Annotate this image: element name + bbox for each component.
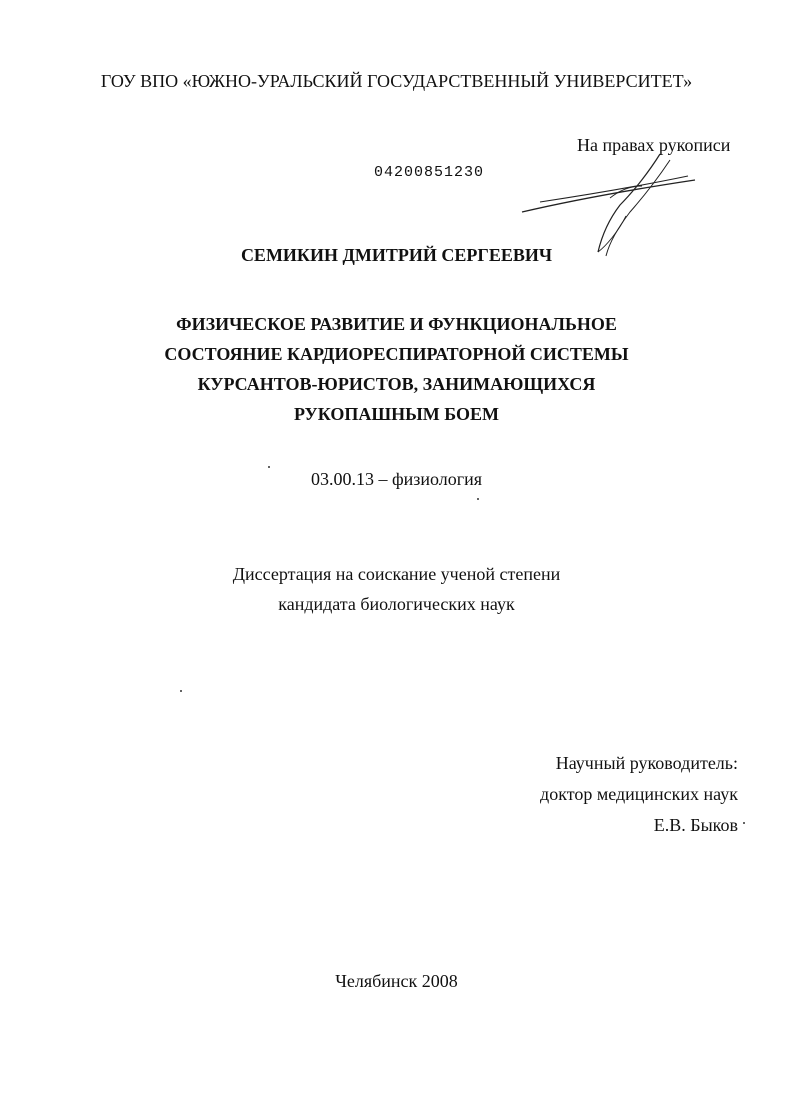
- specialty-code: 03.00.13 – физиология: [310, 469, 483, 489]
- title-line-4: РУКОПАШНЫМ БОЕМ: [293, 404, 500, 424]
- scan-speck: [743, 822, 745, 824]
- scan-speck: [268, 466, 270, 468]
- author-name: СЕМИКИН ДМИТРИЙ СЕРГЕЕВИЧ: [240, 245, 553, 265]
- supervisor-name: Е.В. Быков: [653, 815, 738, 835]
- supervisor-degree: доктор медицинских наук: [540, 784, 738, 804]
- supervisor-label: Научный руководитель:: [555, 753, 738, 773]
- degree-line-1: Диссертация на соискание ученой степени: [232, 564, 561, 584]
- scan-speck: [477, 498, 479, 500]
- scan-speck: [180, 690, 182, 692]
- city-year: Челябинск 2008: [335, 971, 458, 991]
- catalog-number: 04200851230: [374, 164, 485, 181]
- title-line-2: СОСТОЯНИЕ КАРДИОРЕСПИРАТОРНОЙ СИСТЕМЫ: [164, 344, 629, 364]
- title-line-1: ФИЗИЧЕСКОЕ РАЗВИТИЕ И ФУНКЦИОНАЛЬНОЕ: [176, 314, 617, 334]
- manuscript-rights-label: На правах рукописи: [577, 135, 731, 155]
- title-line-3: КУРСАНТОВ-ЮРИСТОВ, ЗАНИМАЮЩИХСЯ: [197, 374, 596, 394]
- degree-line-2: кандидата биологических наук: [278, 594, 515, 614]
- institution-name: ГОУ ВПО «ЮЖНО-УРАЛЬСКИЙ ГОСУДАРСТВЕННЫЙ УНИВЕРСИТЕТ»: [100, 71, 693, 91]
